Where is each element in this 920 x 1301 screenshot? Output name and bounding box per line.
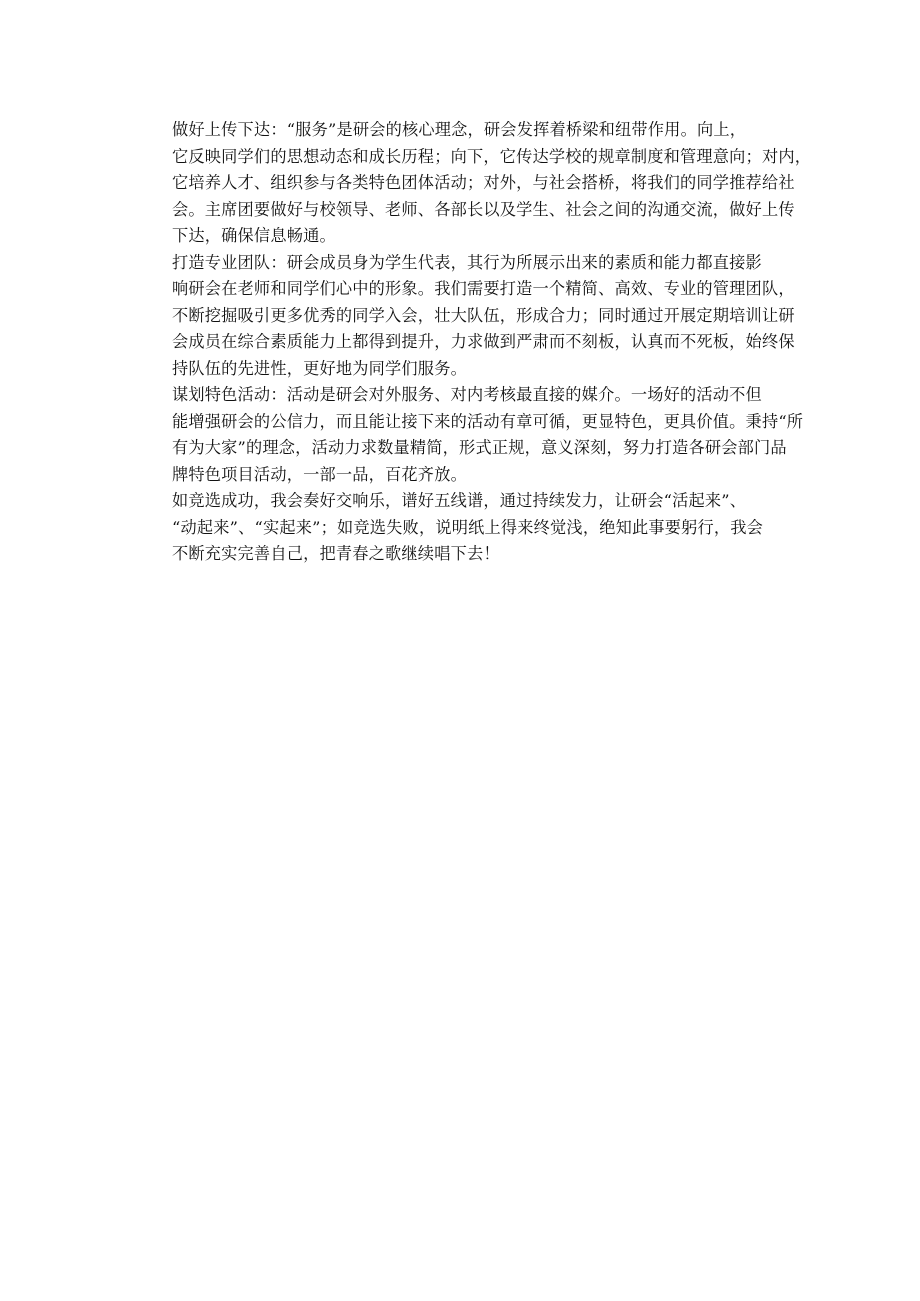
text-line: 会成员在综合素质能力上都得到提升，力求做到严肃而不刻板，认真而不死板，始终保 bbox=[172, 332, 795, 351]
paragraph-closing bbox=[136, 488, 788, 568]
paragraph-professional-team bbox=[136, 250, 795, 383]
text-line: 能增强研会的公信力，而且能让接下来的活动有章可循，更显特色，更具价值。秉持“所 bbox=[172, 411, 804, 431]
text-line: 不断充实完善自己，把青春之歌继续唱下去！ bbox=[172, 544, 500, 563]
text-line: 谋划特色活动：活动是研会对外服务、对内考核最直接的媒介。一场好的活动不但 bbox=[172, 385, 762, 404]
text-line: 如竞选成功，我会奏好交响乐，谱好五线谱，通过持续发力，让研会“活起来”、 bbox=[172, 491, 747, 510]
text-line: 响研会在老师和同学们心中的形象。我们需要打造一个精简、高效、专业的管理团队， bbox=[172, 279, 795, 298]
paragraph-serve-liaison bbox=[136, 117, 812, 250]
text-line: 不断挖掘吸引更多优秀的同学入会，壮大队伍，形成合力；同时通过开展定期培训让研 bbox=[172, 305, 795, 325]
paragraph-special-activities bbox=[136, 382, 804, 488]
text-line: 下达，确保信息畅通。 bbox=[172, 226, 336, 245]
text-line: 它反映同学们的思想动态和成长历程；向下，它传达学校的规章制度和管理意向；对内， bbox=[172, 146, 812, 166]
text-line: 会。主席团要做好与校领导、老师、各部长以及学生、社会之间的沟通交流，做好上传 bbox=[172, 199, 795, 219]
text-line: 牌特色项目活动，一部一品，百花齐放。 bbox=[172, 464, 467, 484]
text-line: 做好上传下达：“服务”是研会的核心理念，研会发挥着桥梁和纽带作用。向上， bbox=[172, 120, 747, 139]
text-line: 打造专业团队：研会成员身为学生代表，其行为所展示出来的素质和能力都直接影 bbox=[172, 252, 762, 272]
text-line: 有为大家”的理念，活动力求数量精简，形式正规，意义深刻，努力打造各研会部门品 bbox=[172, 438, 787, 457]
text-line: 持队伍的先进性，更好地为同学们服务。 bbox=[172, 358, 467, 378]
document-body bbox=[136, 117, 812, 568]
text-line: “动起来”、“实起来”；如竞选失败，说明纸上得来终觉浅，绝知此事要躬行，我会 bbox=[172, 517, 764, 537]
text-line: 它培养人才、组织参与各类特色团体活动；对外，与社会搭桥，将我们的同学推荐给社 bbox=[172, 173, 795, 192]
